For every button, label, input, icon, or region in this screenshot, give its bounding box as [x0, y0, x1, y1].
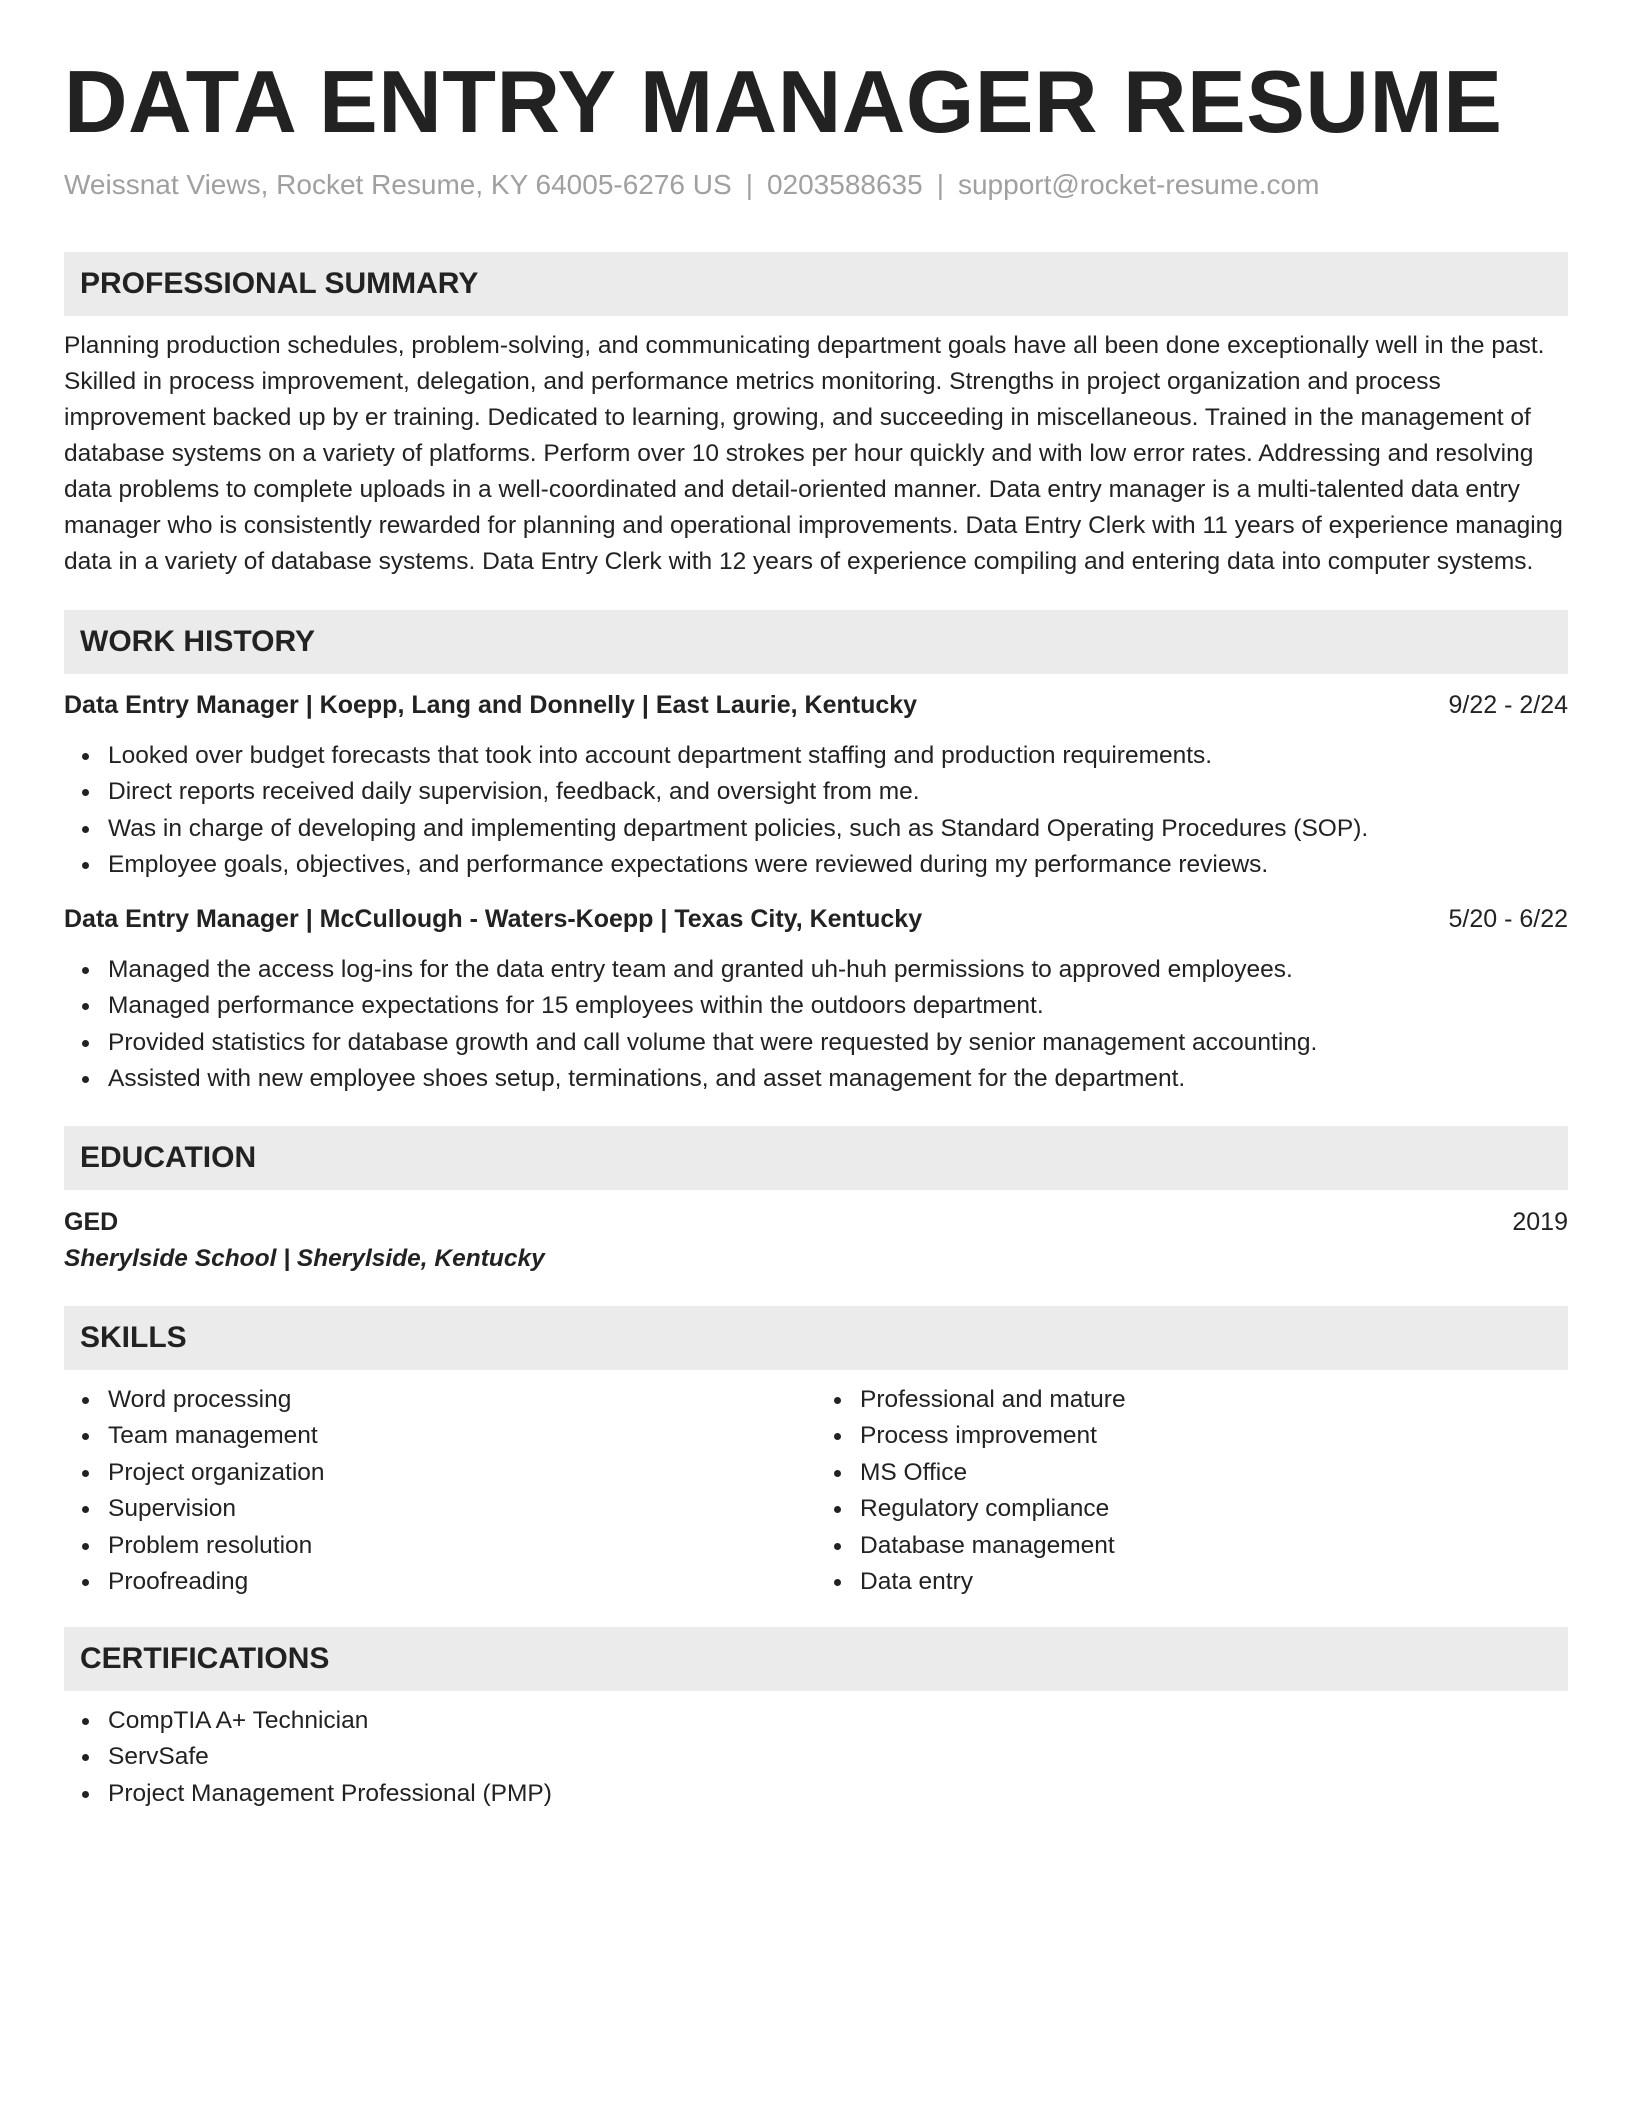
skill-item: Supervision [108, 1491, 816, 1528]
job-bullets [64, 738, 1568, 884]
section-header-work-history: WORK HISTORY [64, 610, 1568, 674]
contact-address: Weissnat Views, Rocket Resume, KY 64005-6276 US [64, 169, 732, 201]
skill-item: MS Office [860, 1455, 1568, 1492]
skills-list [816, 1382, 1568, 1601]
skills-column-right [816, 1382, 1568, 1601]
skills-grid [64, 1382, 1568, 1601]
skills-list [64, 1382, 816, 1601]
skill-item: Professional and mature [860, 1382, 1568, 1419]
job-dates: 9/22 - 2/24 [1448, 690, 1568, 719]
certification-item: CompTIA A+ Technician [108, 1703, 1568, 1740]
contact-separator: | [936, 169, 944, 201]
section-header-certifications: CERTIFICATIONS [64, 1627, 1568, 1691]
job-bullet: Managed the access log-ins for the data entry team and granted uh-huh permissions to approved employees. [108, 952, 1568, 989]
skills-column-left [64, 1382, 816, 1601]
resume-title: DATA ENTRY MANAGER RESUME [64, 52, 1503, 151]
education-degree: GED [64, 1207, 119, 1236]
education-entry [64, 1204, 1568, 1278]
contact-line [64, 168, 1568, 202]
section-header-education: EDUCATION [64, 1126, 1568, 1190]
skill-item: Project organization [108, 1455, 816, 1492]
contact-separator: | [745, 169, 753, 201]
certification-item: Project Management Professional (PMP) [108, 1776, 1568, 1813]
job-bullet: Provided statistics for database growth and call volume that were requested by senior management accounting. [108, 1025, 1568, 1062]
job-entry [64, 688, 1568, 884]
job-bullet: Was in charge of developing and implementing department policies, such as Standard Operating Procedures (SOP). [108, 811, 1568, 848]
contact-phone: 0203588635 [766, 169, 923, 201]
skill-item: Regulatory compliance [860, 1491, 1568, 1528]
skill-item: Team management [108, 1418, 816, 1455]
education-header [64, 1204, 1568, 1240]
section-header-skills: SKILLS [64, 1306, 1568, 1370]
job-bullets [64, 952, 1568, 1098]
skill-item: Database management [860, 1528, 1568, 1565]
job-bullet: Direct reports received daily supervision, feedback, and oversight from me. [108, 774, 1568, 811]
certifications-list [64, 1703, 1568, 1813]
certification-item: ServSafe [108, 1739, 1568, 1776]
job-title: Data Entry Manager | McCullough - Waters-Koepp | Texas City, Kentucky [64, 904, 923, 933]
job-bullet: Employee goals, objectives, and performance expectations were reviewed during my performance reviews. [108, 847, 1568, 884]
job-title: Data Entry Manager | Koepp, Lang and Donnelly | East Laurie, Kentucky [64, 690, 918, 719]
job-entry [64, 902, 1568, 1098]
skill-item: Problem resolution [108, 1528, 816, 1565]
skill-item: Proofreading [108, 1564, 816, 1601]
job-dates: 5/20 - 6/22 [1448, 904, 1568, 933]
job-header [64, 902, 1568, 936]
education-school: Sherylside School | Sherylside, Kentucky [64, 1244, 545, 1272]
skill-item: Data entry [860, 1564, 1568, 1601]
skill-item: Process improvement [860, 1418, 1568, 1455]
job-bullet: Managed performance expectations for 15 employees within the outdoors department. [108, 988, 1568, 1025]
section-header-summary: PROFESSIONAL SUMMARY [64, 252, 1568, 316]
skill-item: Word processing [108, 1382, 816, 1419]
summary-text: Planning production schedules, problem-solving, and communicating department goals have all been done exceptionally well in the past. Skilled in process improvement, delegation, and performance metrics monitoring. Strengths in project organization and process improvement backed up by er training. Dedicated to learning, growing, and succeeding in miscellaneous. Trained in the management of database systems on a variety of platforms. Perform over 10 strokes per hour quickly and with low error rates. Addressing and resolving data problems to complete uploads in a well-coordinated and detail-oriented manner. Data entry manager is a multi-talented data entry manager who is consistently rewarded for planning and operational improvements. Data Entry Clerk with 11 years of experience managing data in a variety of database systems. Data Entry Clerk with 12 years of experience compiling and entering data into computer systems. [64, 331, 1563, 575]
contact-email: support@rocket-resume.com [957, 169, 1320, 201]
job-bullet: Assisted with new employee shoes setup, terminations, and asset management for the department. [108, 1061, 1568, 1098]
job-bullet: Looked over budget forecasts that took into account department staffing and production requirements. [108, 738, 1568, 775]
job-header [64, 688, 1568, 722]
education-year: 2019 [1512, 1207, 1568, 1236]
